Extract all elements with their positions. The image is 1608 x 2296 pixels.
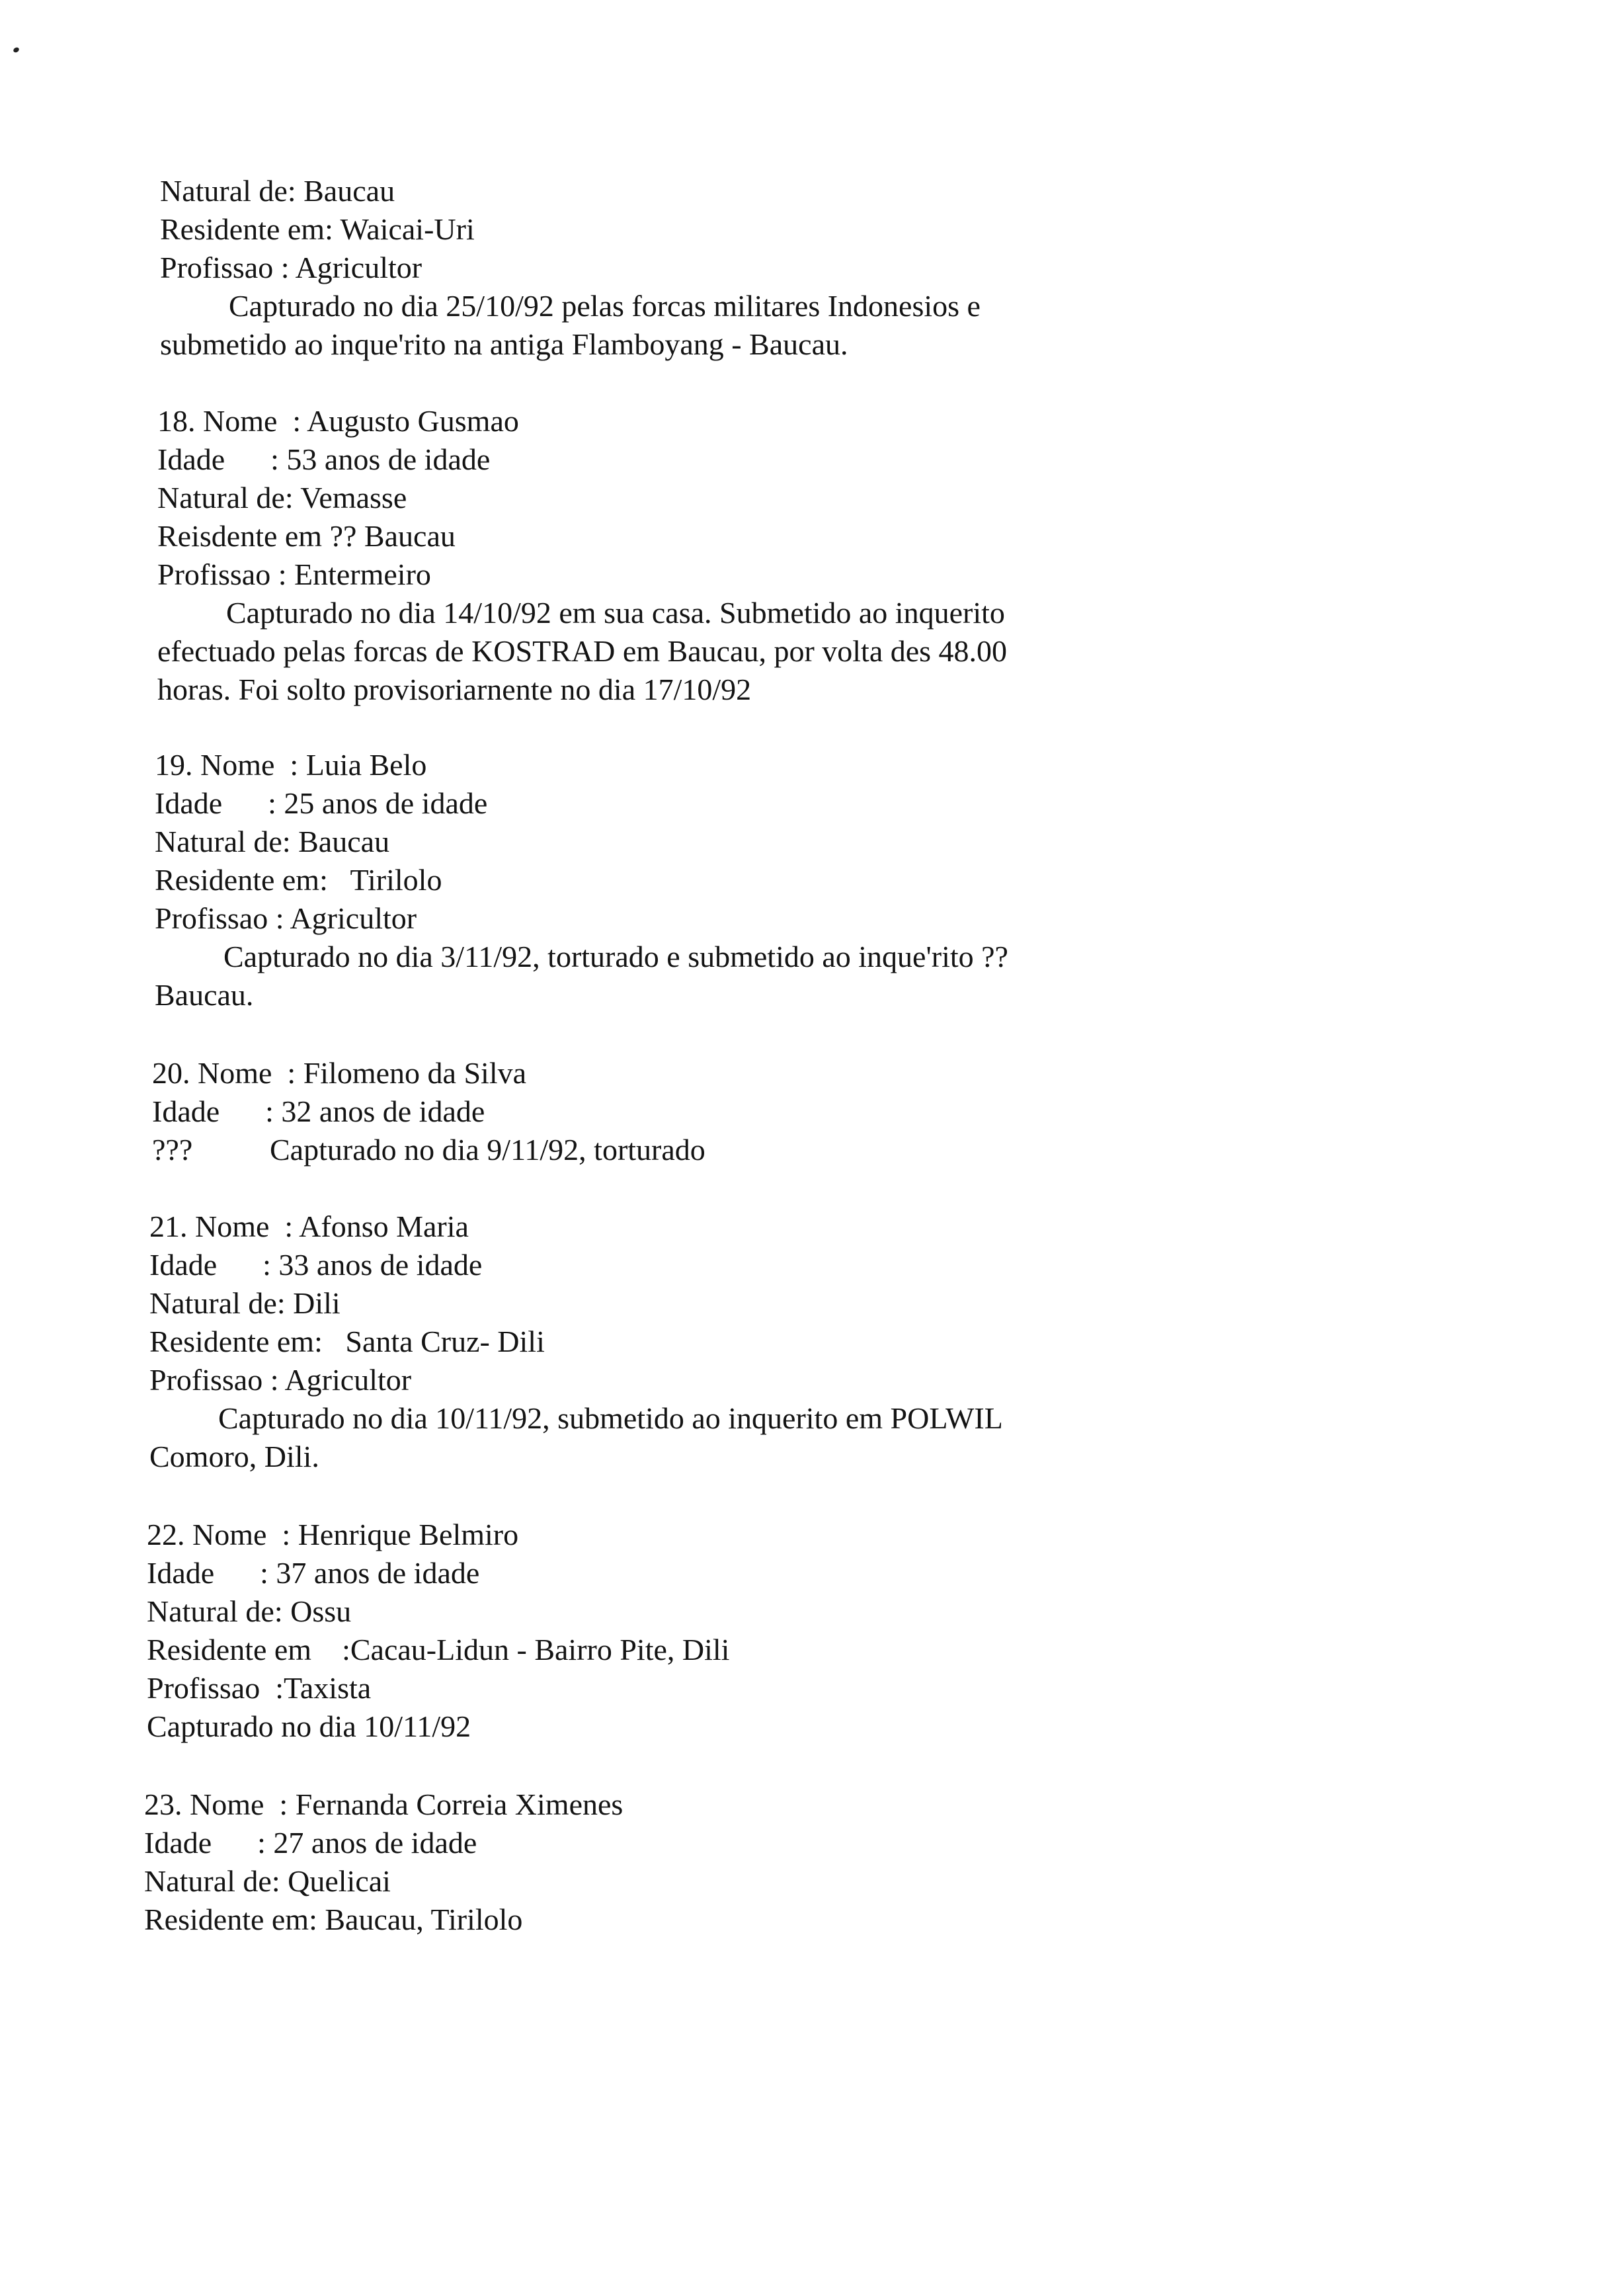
age-line: Idade : 27 anos de idade (144, 1826, 477, 1860)
profession-line: Profissao : Agricultor (149, 1363, 412, 1397)
age-line: Idade : 25 anos de idade (155, 786, 488, 820)
capture-line: Capturado no dia 10/11/92 (147, 1709, 471, 1743)
status-line (152, 1131, 1408, 1169)
narrative-line: Comoro, Dili. (149, 1440, 319, 1473)
scan-speck (13, 46, 20, 54)
narrative-line: horas. Foi solto provisoriarnente no dia 17/10/92 (157, 673, 752, 706)
birthplace-line: Natural de: Dili (149, 1286, 341, 1320)
name-line: 21. Nome : Afonso Maria (149, 1210, 469, 1243)
birthplace-line: Natural de: Vemasse (157, 481, 407, 514)
profession-line: Profissao : Agricultor (160, 251, 422, 284)
residence-line: Reisdente em ?? Baucau (157, 519, 456, 553)
age-line: Idade : 33 anos de idade (149, 1248, 483, 1282)
capture-text: Capturado no dia 9/11/92, torturado (270, 1133, 705, 1167)
birthplace-line: Natural de: Ossu (147, 1594, 352, 1628)
entry-23 (144, 1785, 1400, 1939)
entry-20 (152, 1054, 1408, 1169)
age-line: Idade : 32 anos de idade (152, 1094, 485, 1128)
name-line: 23. Nome : Fernanda Correia Ximenes (144, 1787, 623, 1821)
entry-17-continuation (160, 172, 1416, 364)
name-line: 18. Nome : Augusto Gusmao (157, 404, 519, 438)
entry-18 (157, 402, 1414, 709)
narrative-line: Capturado no dia 25/10/92 pelas forcas militares Indonesios e (229, 289, 981, 323)
name-line: 19. Nome : Luia Belo (155, 748, 427, 782)
entry-21 (149, 1208, 1406, 1476)
residence-line: Residente em: Waicai-Uri (160, 212, 475, 246)
age-line: Idade : 53 anos de idade (157, 442, 491, 476)
birthplace-line: Natural de: Quelicai (144, 1864, 391, 1898)
narrative-line: efectuado pelas forcas de KOSTRAD em Baucau, por volta des 48.00 (157, 634, 1008, 668)
narrative-line: submetido ao inque'rito na antiga Flamboyang - Baucau. (160, 327, 848, 361)
birthplace-line: Natural de: Baucau (155, 825, 390, 858)
name-line: 22. Nome : Henrique Belmiro (147, 1518, 519, 1551)
narrative-line: Capturado no dia 10/11/92, submetido ao inquerito em POLWIL (218, 1401, 1003, 1435)
profession-line: Profissao :Taxista (147, 1671, 372, 1705)
profession-line: Profissao : Entermeiro (157, 557, 431, 591)
residence-line: Residente em: Santa Cruz- Dili (149, 1325, 545, 1358)
birthplace-line: Natural de: Baucau (160, 174, 395, 208)
unknown-field-label: ??? (152, 1133, 193, 1167)
name-line: 20. Nome : Filomeno da Silva (152, 1056, 527, 1090)
residence-line: Residente em :Cacau-Lidun - Bairro Pite, Dili (147, 1633, 730, 1666)
entry-19 (155, 746, 1411, 1014)
age-line: Idade : 37 anos de idade (147, 1556, 480, 1590)
narrative-line: Capturado no dia 3/11/92, torturado e submetido ao inque'rito ?? (223, 940, 1008, 973)
residence-line: Residente em: Baucau, Tirilolo (144, 1903, 523, 1936)
residence-line: Residente em: Tirilolo (155, 863, 442, 897)
narrative-line: Baucau. (155, 978, 254, 1012)
entry-22 (147, 1516, 1403, 1746)
narrative-line: Capturado no dia 14/10/92 em sua casa. Submetido ao inquerito (226, 596, 1005, 630)
profession-line: Profissao : Agricultor (155, 901, 417, 935)
